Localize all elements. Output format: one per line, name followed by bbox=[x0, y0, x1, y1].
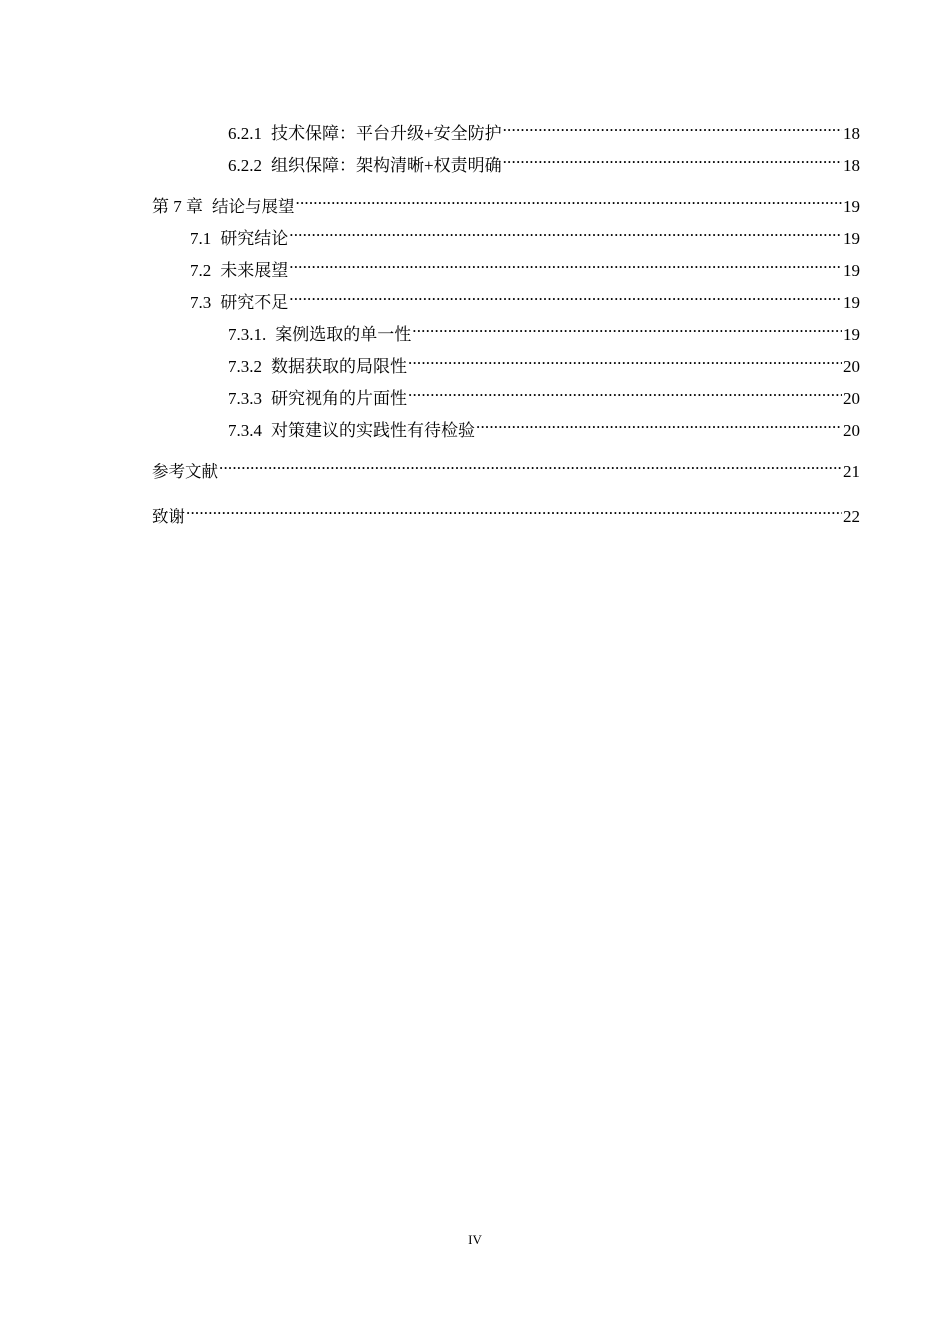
toc-entry-title: 致谢 bbox=[152, 507, 185, 526]
toc-entry-page: 18 bbox=[843, 156, 860, 175]
dot-leader bbox=[296, 192, 843, 212]
toc-entry-page: 18 bbox=[843, 124, 860, 143]
toc-entry-number: 6.2.1 bbox=[228, 124, 262, 143]
dot-leader bbox=[186, 502, 842, 522]
toc-entry-number: 第 7 章 bbox=[152, 197, 203, 216]
toc-entry-7-3-4[interactable] bbox=[152, 415, 860, 447]
toc-entry-page: 20 bbox=[843, 389, 860, 408]
toc-entry-number: 7.3 bbox=[190, 293, 212, 312]
table-of-contents bbox=[152, 118, 860, 533]
toc-entry-7-1[interactable] bbox=[152, 223, 860, 255]
toc-entry-page: 19 bbox=[843, 197, 860, 216]
toc-entry-page: 20 bbox=[843, 357, 860, 376]
dot-leader bbox=[503, 119, 842, 139]
toc-entry-page: 19 bbox=[843, 229, 860, 248]
dot-leader bbox=[289, 256, 842, 276]
toc-entry-number: 7.2 bbox=[190, 261, 212, 280]
toc-entry-7-3-3[interactable] bbox=[152, 383, 860, 415]
toc-entry-number: 7.1 bbox=[190, 229, 212, 248]
dot-leader bbox=[289, 224, 842, 244]
dot-leader bbox=[219, 457, 842, 477]
dot-leader bbox=[289, 288, 842, 308]
toc-entry-7-3[interactable] bbox=[152, 287, 860, 319]
toc-entry-acknowledgements[interactable] bbox=[152, 501, 860, 533]
toc-entry-title: 技术保障：平台升级+安全防护 bbox=[271, 124, 502, 143]
toc-entry-6-2-1[interactable] bbox=[152, 118, 860, 150]
toc-entry-title: 参考文献 bbox=[152, 462, 218, 481]
toc-entry-title: 研究不足 bbox=[220, 293, 289, 312]
toc-entry-number: 7.3.1. bbox=[228, 325, 267, 344]
dot-leader bbox=[408, 384, 842, 404]
toc-entry-number: 7.3.3 bbox=[228, 389, 262, 408]
dot-leader bbox=[476, 416, 842, 436]
dot-leader bbox=[503, 151, 842, 171]
toc-entry-7-2[interactable] bbox=[152, 255, 860, 287]
toc-entry-number: 7.3.4 bbox=[228, 421, 262, 440]
toc-entry-page: 21 bbox=[843, 462, 860, 481]
toc-entry-chapter-7[interactable] bbox=[152, 191, 860, 223]
toc-entry-title: 对策建议的实践性有待检验 bbox=[271, 421, 475, 440]
dot-leader bbox=[408, 352, 842, 372]
toc-entry-title: 未来展望 bbox=[220, 261, 289, 280]
toc-entry-title: 研究结论 bbox=[220, 229, 289, 248]
toc-entry-title: 组织保障：架构清晰+权责明确 bbox=[271, 156, 502, 175]
toc-entry-number: 6.2.2 bbox=[228, 156, 262, 175]
dot-leader bbox=[412, 320, 842, 340]
toc-entry-title: 数据获取的局限性 bbox=[271, 357, 407, 376]
toc-entry-page: 19 bbox=[843, 293, 860, 312]
toc-entry-7-3-1[interactable] bbox=[152, 319, 860, 351]
toc-entry-title: 研究视角的片面性 bbox=[271, 389, 407, 408]
toc-entry-page: 19 bbox=[843, 325, 860, 344]
toc-entry-page: 19 bbox=[843, 261, 860, 280]
toc-entry-7-3-2[interactable] bbox=[152, 351, 860, 383]
toc-entry-number: 7.3.2 bbox=[228, 357, 262, 376]
toc-entry-6-2-2[interactable] bbox=[152, 150, 860, 182]
toc-entry-references[interactable] bbox=[152, 456, 860, 488]
toc-entry-page: 20 bbox=[843, 421, 860, 440]
toc-entry-title: 案例选取的单一性 bbox=[275, 325, 412, 344]
toc-entry-title: 结论与展望 bbox=[212, 197, 295, 216]
page-number-footer: IV bbox=[468, 1232, 482, 1247]
toc-entry-page: 22 bbox=[843, 507, 860, 526]
